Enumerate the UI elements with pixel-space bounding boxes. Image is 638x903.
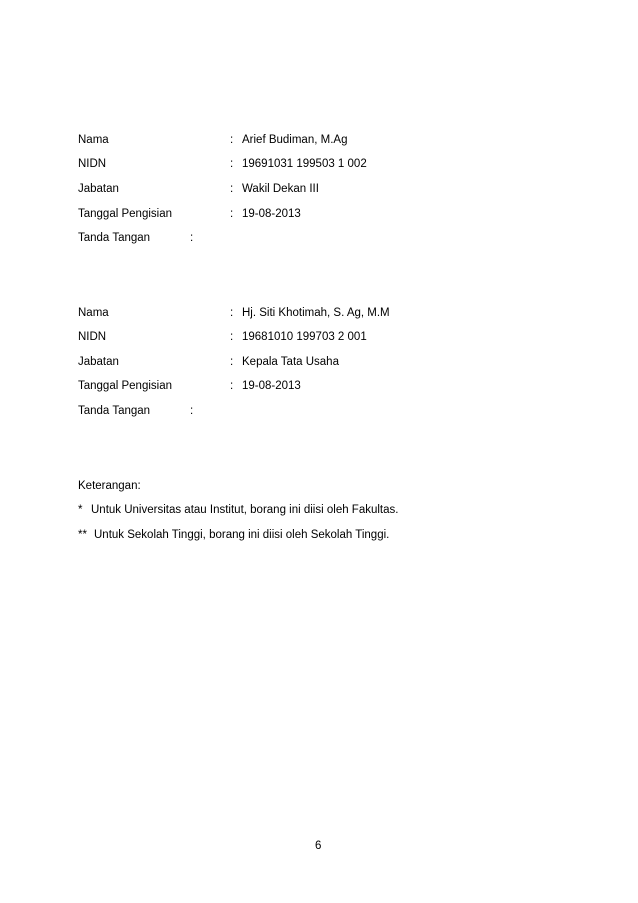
block2-tanggal-separator: : bbox=[230, 380, 234, 392]
block2-tanggal-value: 19-08-2013 bbox=[242, 380, 301, 392]
block2-jabatan-label: Jabatan bbox=[78, 356, 119, 368]
note-1-text: Untuk Universitas atau Institut, borang ini diisi oleh Fakultas. bbox=[91, 504, 399, 516]
block1-jabatan-value: Wakil Dekan III bbox=[242, 183, 319, 195]
block2-jabatan-value: Kepala Tata Usaha bbox=[242, 356, 339, 368]
block2-nidn-value: 19681010 199703 2 001 bbox=[242, 331, 367, 343]
note-2-marker: ** bbox=[78, 529, 87, 541]
block2-nidn-label: NIDN bbox=[78, 331, 107, 343]
note-2-text: Untuk Sekolah Tinggi, borang ini diisi oleh Sekolah Tinggi. bbox=[94, 529, 390, 541]
block1-tanggal-label: Tanggal Pengisian bbox=[78, 208, 172, 220]
block2-nama-label: Nama bbox=[78, 307, 109, 319]
block1-nidn-label: NIDN bbox=[78, 158, 107, 170]
block1-jabatan-separator: : bbox=[230, 183, 234, 195]
block2-tanggal-label: Tanggal Pengisian bbox=[78, 380, 172, 392]
page-number: 6 bbox=[315, 840, 322, 852]
block1-tanggal-value: 19-08-2013 bbox=[242, 208, 301, 220]
block1-nama-label: Nama bbox=[78, 134, 109, 146]
block1-nama-value: Arief Budiman, M.Ag bbox=[242, 134, 348, 146]
block2-nidn-separator: : bbox=[230, 331, 234, 343]
notes-heading: Keterangan: bbox=[78, 480, 141, 492]
block1-jabatan-label: Jabatan bbox=[78, 183, 119, 195]
block1-nidn-value: 19691031 199503 1 002 bbox=[242, 158, 367, 170]
block2-signature-label: Tanda Tangan bbox=[78, 405, 151, 417]
block2-signature-separator: : bbox=[190, 405, 194, 417]
block2-nama-value: Hj. Siti Khotimah, S. Ag, M.M bbox=[242, 307, 390, 319]
block2-nama-separator: : bbox=[230, 307, 234, 319]
block1-signature-label: Tanda Tangan bbox=[78, 232, 151, 244]
block1-nidn-separator: : bbox=[230, 158, 234, 170]
block1-signature-separator: : bbox=[190, 232, 194, 244]
block1-nama-separator: : bbox=[230, 134, 234, 146]
note-1-marker: * bbox=[78, 504, 83, 516]
block1-tanggal-separator: : bbox=[230, 208, 234, 220]
block2-jabatan-separator: : bbox=[230, 356, 234, 368]
